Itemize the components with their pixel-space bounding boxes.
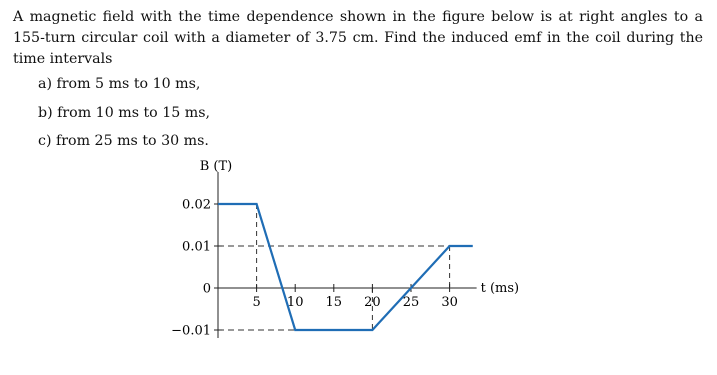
part-a-label: a) <box>38 76 52 92</box>
y-axis-label: B (T) <box>199 159 233 174</box>
x-tick-label: 10 <box>286 295 304 310</box>
y-tick-label: 0 <box>202 281 211 297</box>
x-tick-label: 5 <box>252 295 261 310</box>
problem-parts <box>38 70 210 156</box>
x-tick-label: 25 <box>402 295 420 310</box>
y-tick-label: −0.01 <box>171 323 211 339</box>
part-b-text: from 10 ms to 15 ms, <box>57 104 211 121</box>
part-b <box>38 99 210 128</box>
part-a-text: from 5 ms to 10 ms, <box>56 76 201 92</box>
x-tick-label: 15 <box>325 295 343 310</box>
x-tick-label: 20 <box>364 295 381 310</box>
x-axis-label: t (ms) <box>480 281 520 296</box>
part-b-label: b) <box>38 104 53 121</box>
y-tick-label: 0.01 <box>182 239 211 255</box>
y-tick-label: 0.02 <box>182 197 211 213</box>
problem-statement: A magnetic field with the time dependence shown in the figure below is at right angles to a 155-turn circular coil with a diameter of 3.75 cm. Find the induced emf in the coil during the time intervals <box>13 9 703 67</box>
part-a <box>38 70 210 99</box>
part-c-text: from 25 ms to 30 ms. <box>56 133 209 149</box>
part-c <box>38 127 210 156</box>
b-field-graph <box>160 158 540 358</box>
part-c-label: c) <box>38 133 52 149</box>
x-tick-label: 30 <box>441 295 458 310</box>
